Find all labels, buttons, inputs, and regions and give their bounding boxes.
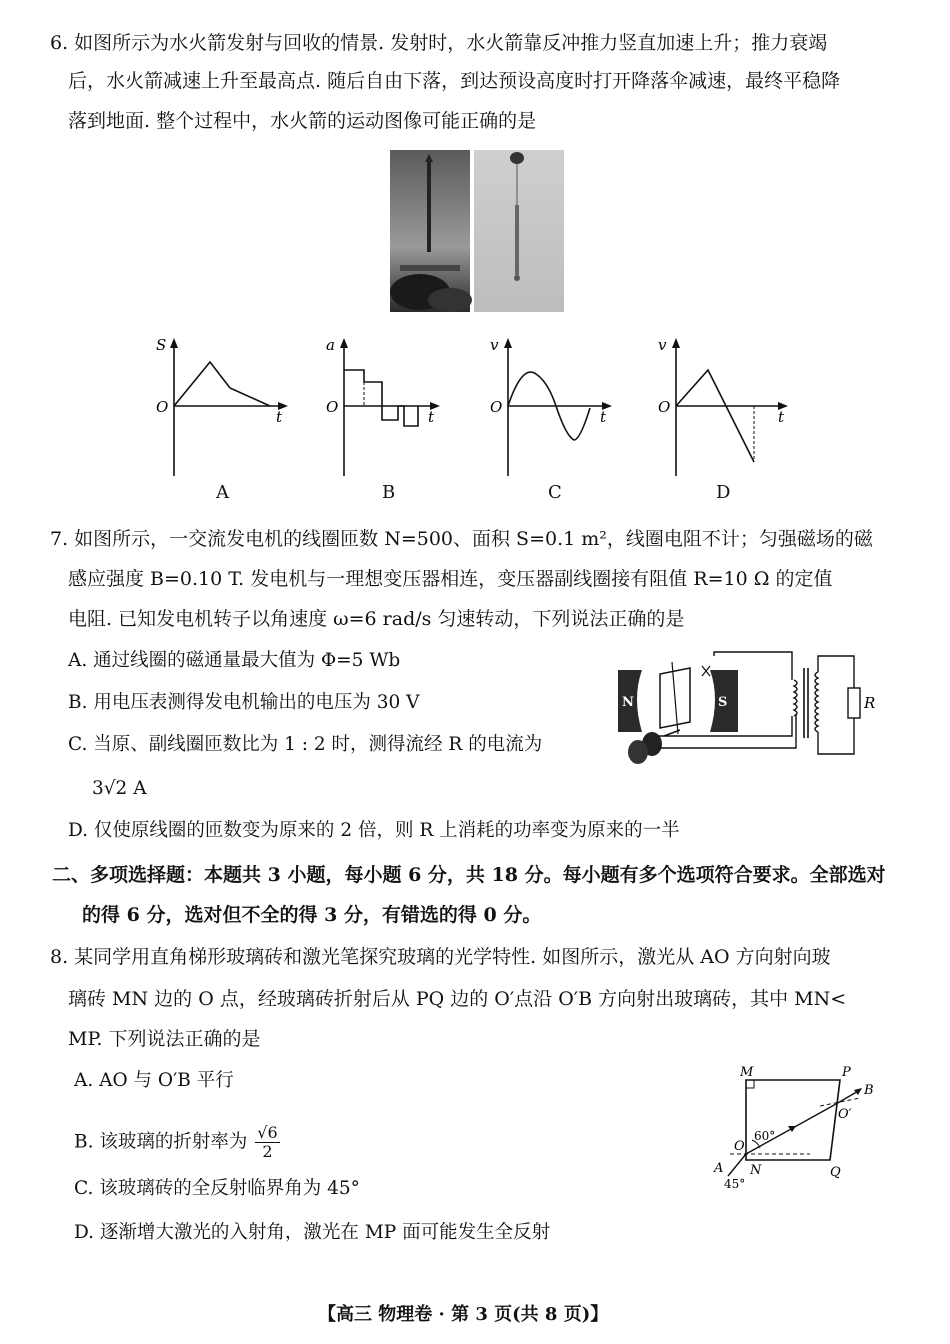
label-q: Q	[830, 1165, 841, 1180]
section2-heading-line1: 二、多项选择题：本题共 3 小题，每小题 6 分，共 18 分。每小题有多个选项符合要求。全部选对	[52, 864, 886, 886]
q7-option-d: D. 仅使原线圈的匝数变为原来的 2 倍，则 R 上消耗的功率变为原来的一半	[68, 820, 680, 841]
section2-heading-line2: 的得 6 分，选对但不全的得 3 分，有错选的得 0 分。	[82, 904, 542, 926]
graph-d-label: D	[716, 482, 731, 503]
q8-option-b-text: B. 该玻璃的折射率为	[74, 1131, 248, 1153]
label-angle-45: 45°	[724, 1177, 746, 1191]
graph-a	[152, 336, 292, 481]
graph-b-ylabel: a	[326, 336, 335, 354]
label-angle-60: 60°	[754, 1129, 776, 1143]
graph-c-origin: O	[490, 398, 503, 416]
graph-a-ylabel: S	[156, 336, 167, 354]
graph-d-xlabel: t	[778, 408, 785, 426]
water-rocket-photos	[390, 150, 564, 312]
q7-option-b: B. 用电压表测得发电机输出的电压为 30 V	[68, 692, 420, 713]
fraction-numerator: √6	[257, 1123, 278, 1142]
graph-d-origin: O	[658, 398, 671, 416]
graph-b	[322, 336, 462, 481]
q8-option-b-fraction	[255, 1124, 279, 1161]
magnet-s-label: S	[718, 695, 728, 710]
graph-c-label: C	[548, 482, 562, 503]
q6-text-line3: 落到地面. 整个过程中，水火箭的运动图像可能正确的是	[68, 110, 537, 132]
generator-transformer-figure	[614, 648, 884, 768]
q8-text-line1: 8. 某同学用直角梯形玻璃砖和激光笔探究玻璃的光学特性. 如图所示，激光从 AO 方向射向玻	[50, 946, 831, 968]
q8-option-b	[74, 1124, 280, 1161]
q7-text-line1: 7. 如图所示，一交流发电机的线圈匝数 N=500、面积 S=0.1 m²，线圈电阻不计；匀强磁场的磁	[50, 528, 873, 550]
q8-option-a: A. AO 与 O′B 平行	[74, 1070, 234, 1091]
glass-prism-figure	[700, 1062, 890, 1192]
graph-b-origin: O	[326, 398, 339, 416]
q7-option-a: A. 通过线圈的磁通量最大值为 Φ=5 Wb	[68, 650, 401, 671]
page-footer: 【高三 物理卷 · 第 3 页(共 8 页)】	[318, 1304, 609, 1325]
q8-option-c: C. 该玻璃砖的全反射临界角为 45°	[74, 1178, 360, 1199]
label-n: N	[750, 1163, 762, 1178]
graph-a-label: A	[216, 482, 229, 503]
graph-d-ylabel: v	[658, 336, 667, 354]
q7-option-c-line1: C. 当原、副线圈匝数比为 1 : 2 时，测得流经 R 的电流为	[68, 734, 543, 755]
graph-b-label: B	[382, 482, 396, 503]
q6-text-line1: 6. 如图所示为水火箭发射与回收的情景. 发射时，水火箭靠反冲推力竖直加速上升；推力衰竭	[50, 32, 828, 54]
graph-a-origin: O	[156, 398, 169, 416]
q8-option-d: D. 逐渐增大激光的入射角，激光在 MP 面可能发生全反射	[74, 1222, 551, 1243]
q7-text-line3: 电阻. 已知发电机转子以角速度 ω=6 rad/s 匀速转动，下列说法正确的是	[68, 608, 685, 630]
magnet-n-label: N	[622, 695, 634, 710]
label-m: M	[740, 1065, 754, 1080]
label-o-prime: O′	[838, 1107, 852, 1122]
graph-c-ylabel: v	[490, 336, 499, 354]
q7-text-line2: 感应强度 B=0.10 T. 发电机与一理想变压器相连，变压器副线圈接有阻值 R=10 Ω 的定值	[68, 568, 833, 590]
graph-d	[654, 336, 799, 481]
graph-c-xlabel: t	[600, 408, 607, 426]
q7-option-c-line2: 3√2 A	[92, 778, 147, 799]
label-p: P	[842, 1065, 851, 1080]
graph-c	[486, 336, 626, 481]
label-a: A	[714, 1161, 724, 1176]
label-o: O	[734, 1139, 745, 1154]
q8-text-line3: MP. 下列说法正确的是	[68, 1028, 261, 1050]
graph-a-xlabel: t	[276, 408, 283, 426]
fraction-denominator: 2	[262, 1142, 273, 1161]
q6-text-line2: 后，水火箭减速上升至最高点. 随后自由下落，到达预设高度时打开降落伞减速，最终平稳降	[68, 70, 841, 92]
resistor-label: R	[864, 694, 876, 712]
q8-text-line2: 璃砖 MN 边的 O 点，经玻璃砖折射后从 PQ 边的 O′点沿 O′B 方向射出玻璃砖，其中 MN<	[68, 988, 847, 1010]
graph-b-xlabel: t	[428, 408, 435, 426]
label-b: B	[864, 1083, 874, 1098]
